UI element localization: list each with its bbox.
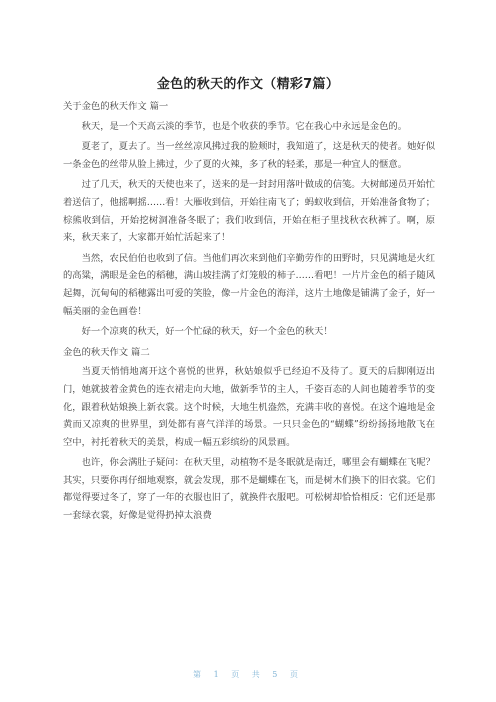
paragraph: 当夏天悄悄地离开这个喜悦的世界，秋姑娘似乎已经迫不及待了。夏天的后脚刚迈出门，她就披着金黄色的连衣裙走向大地，做新季节的主人，千姿百态的人间也随着季节的变化，跟着秋姑娘换上新衣裳。这个时候，大地生机盎然，充满丰收的喜悦。在这个遍地是金黄而又凉爽的世界里，到处都有喜气洋洋的场景。一只只金色的“蝴蝶”纷纷扬扬地散飞在空中，衬托着秋天的美景，构成一幅五彩缤纷的风景画。 — [63, 366, 435, 448]
page-number-footer: 第 1 页 共 5 页 — [193, 670, 303, 679]
paragraph: 夏老了，夏去了。当一丝丝凉风拂过我的脸颊时，我知道了，这是秋天的使者。她好似一条金色的丝带从脸上拂过，少了夏的火辣，多了秋的轻柔，那是一种宜人的惬意。 — [63, 141, 435, 170]
section-heading-2: 金色的秋天作文 篇二 — [63, 346, 150, 358]
document-title: 金色的秋天的作文（精彩7篇） — [156, 77, 340, 92]
paragraph: 过了几天，秋天的天使也来了，送来的是一封封用落叶做成的信笺。大树邮递员开始忙着送信了，他摇啊摇……看！大雁收到信，开始往南飞了；蚂蚁收到信，开始准备食物了；棕熊收到信，开始挖树洞准备冬眠了；我们收到信，开始在柜子里找秋衣秋裤了。啊，原来，秋天来了，大家都开始忙活起来了！ — [63, 179, 435, 244]
paragraph: 当然，农民伯伯也收到了信。当他们再次来到他们辛勤劳作的田野时，只见满地是火红的高粱，满眼是金色的稻穗，满山坡挂满了灯笼般的柿子……看吧！一片片金色的稻子随风起舞，沉甸甸的稻穗露出可爱的笑脸，像一片金色的海洋，这片土地像是铺满了金子，好一幅美丽的金色画卷！ — [63, 252, 435, 317]
document-body — [63, 98, 435, 528]
paragraph: 好一个凉爽的秋天，好一个忙碌的秋天，好一个金色的秋天！ — [81, 326, 333, 338]
paragraph: 也许，你会满肚子疑问：在秋天里，动植物不是冬眠就是南迁，哪里会有蝴蝶在飞呢？其实，只要你再仔细地观察，就会发现，那不是蝴蝶在飞，而是树木们换下的旧衣裳。它们都觉得要过冬了，穿了一年的衣服也旧了，就换件衣服吧。可松树却恰恰相反：它们还是那一套绿衣裳，好像是觉得扔掉太浪费 — [63, 457, 435, 522]
paragraph: 秋天，是一个天高云淡的季节，也是个收获的季节。它在我心中永远是金色的。 — [81, 120, 407, 132]
section-heading-1: 关于金色的秋天作文 篇一 — [63, 101, 169, 112]
